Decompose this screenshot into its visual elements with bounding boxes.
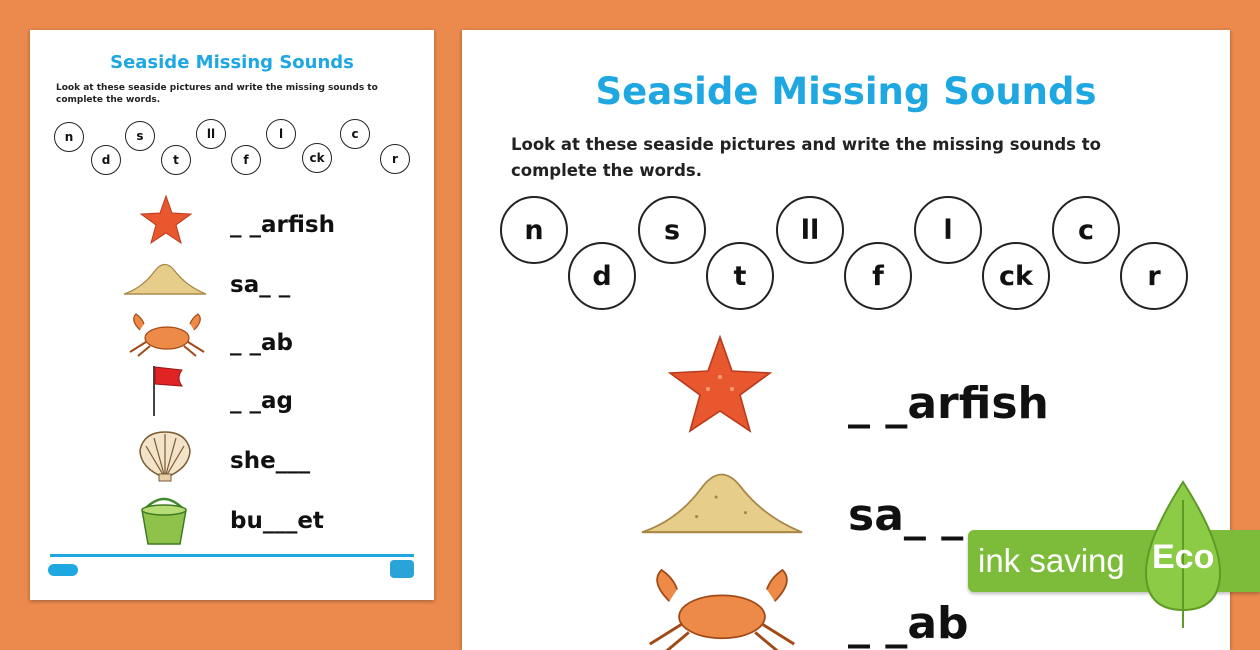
bucket-icon xyxy=(136,492,192,548)
sound-bubble: l xyxy=(266,119,296,149)
sound-bubble: n xyxy=(54,122,84,152)
starfish-icon xyxy=(664,332,776,438)
sound-bubble: d xyxy=(568,242,636,310)
word-blank: she___ xyxy=(230,448,311,474)
word-blank: _ _ab xyxy=(230,330,293,356)
instructions-text: Look at these seaside pictures and write the missing sounds to complete the words. xyxy=(511,135,1101,180)
sound-bubble: s xyxy=(125,121,155,151)
sound-bubble: ll xyxy=(776,196,844,264)
sound-bubble: c xyxy=(340,119,370,149)
shell-icon xyxy=(134,428,196,484)
eco-badge-label: ink saving xyxy=(978,542,1125,579)
sound-bubble: t xyxy=(161,145,191,175)
footer-divider xyxy=(50,554,414,557)
page-title: Seaside Missing Sounds xyxy=(110,52,354,73)
word-blank: sa_ _ xyxy=(230,272,291,298)
word-blank: _ _ab xyxy=(848,598,969,649)
instructions-text: Look at these seaside pictures and write the missing sounds to complete the words. xyxy=(56,83,378,105)
worksheet-thumbnail[interactable] xyxy=(30,30,434,600)
sound-bubble: ck xyxy=(982,242,1050,310)
sound-bubble: f xyxy=(231,145,261,175)
eco-logo-icon xyxy=(390,560,414,578)
crab-icon xyxy=(126,310,208,358)
flag-icon xyxy=(148,364,188,418)
sound-bubble: d xyxy=(91,145,121,175)
sand-pile-icon xyxy=(122,256,208,298)
sound-bubble: r xyxy=(380,144,410,174)
sound-bubble: n xyxy=(500,196,568,264)
word-blank: _ _arfish xyxy=(230,212,335,238)
ink-saving-eco-badge xyxy=(964,480,1260,630)
brand-logo-icon xyxy=(48,564,78,576)
starfish-icon xyxy=(138,194,194,246)
word-blank: _ _ag xyxy=(230,388,293,414)
sound-bubble: l xyxy=(914,196,982,264)
sound-bubble: f xyxy=(844,242,912,310)
sound-bubble: ll xyxy=(196,119,226,149)
crab-icon xyxy=(642,562,802,650)
sound-bubble: ck xyxy=(302,143,332,173)
sound-bubble: c xyxy=(1052,196,1120,264)
page-title: Seaside Missing Sounds xyxy=(595,70,1097,113)
sound-bubble: t xyxy=(706,242,774,310)
eco-badge-word: Eco xyxy=(1152,538,1215,576)
word-blank: bu___et xyxy=(230,508,324,534)
sand-pile-icon xyxy=(638,458,806,540)
word-blank: _ _arfish xyxy=(848,378,1049,429)
sound-bubble: s xyxy=(638,196,706,264)
sound-bubble: r xyxy=(1120,242,1188,310)
word-blank: sa_ _ xyxy=(848,490,964,541)
